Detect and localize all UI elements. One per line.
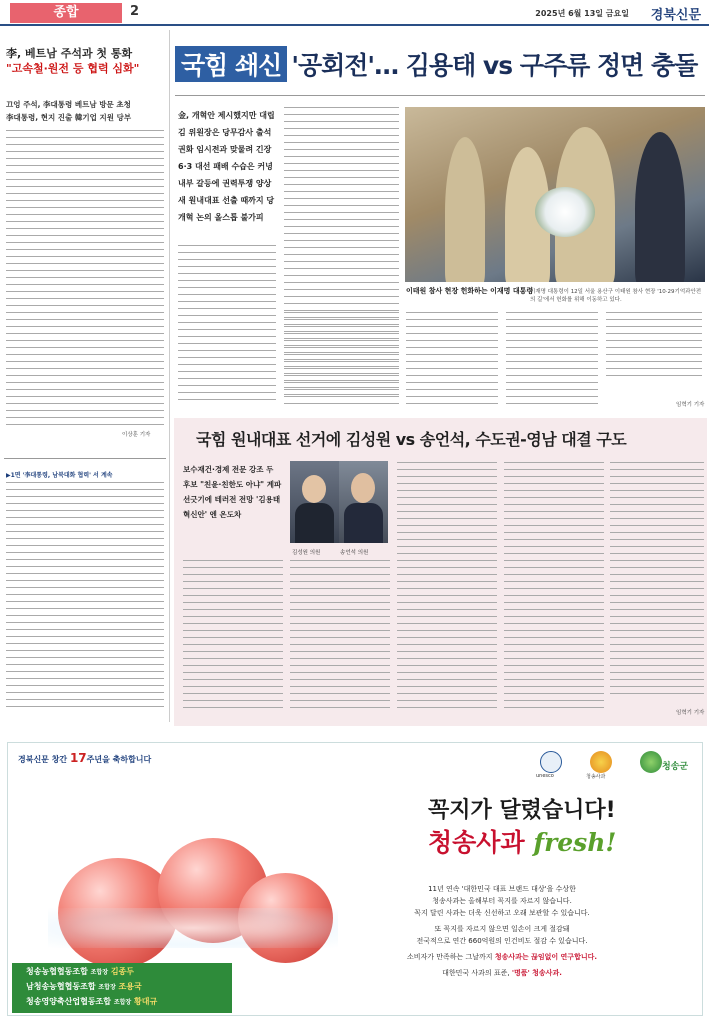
second-story-byline: 임혁기 기자 (676, 710, 705, 716)
top-story-badge: 국힘 쇄신 (175, 46, 287, 82)
coop-line-1 (26, 966, 134, 977)
coop-line-3 (26, 996, 157, 1007)
anniversary-banner (18, 751, 151, 765)
flower-bouquet (535, 187, 595, 237)
top-story-col6 (606, 312, 702, 392)
coop-line-2 (26, 981, 142, 992)
paper-name: 경북신문 (650, 8, 701, 23)
left-headline[interactable] (6, 46, 166, 76)
logo-label-apple: 청송사과 (586, 774, 606, 780)
ad-headline-1: 꼭지가 달렸습니다! (428, 798, 616, 823)
second-story-headline[interactable]: 국힘 원내대표 선거에 김성원 vs 송언석, 수도권-영남 대결 구도 (196, 430, 627, 449)
anniv-number: 17 (69, 751, 87, 765)
ad-headline-2 (428, 823, 616, 859)
second-story-col1 (183, 560, 283, 715)
photo-person-right (635, 132, 685, 282)
second-story-col4 (504, 462, 604, 717)
top-story-col3 (284, 312, 399, 412)
second-story-col3 (397, 462, 497, 717)
left-article2-body (6, 482, 164, 717)
photo-caption: 이재명 대통령이 12일 서울 용산구 이태원 참사 현장 '10·29기억과안전의 길'에서 헌화를 위해 이동하고 있다. (530, 289, 702, 303)
ad-body-line6-pre: 소비자가 만족하는 그날까지 (406, 953, 493, 961)
coop3-role: 조합장 (113, 999, 132, 1006)
top-story-headline-text: '공회전'… 김용태 vs 구주류 정면 충돌 (291, 51, 698, 80)
left-column (0, 30, 170, 722)
second-story-photo[interactable] (290, 461, 388, 543)
anniv-prefix: 경북신문 창간 (18, 755, 68, 764)
photo-name-right: 송언석 의원 (340, 550, 369, 556)
logo-label-unesco: unesco (536, 773, 554, 779)
coop1-name: 청송농협협동조합 (26, 967, 88, 976)
ad-body-line6-hl: 청송사과는 끊임없이 연구합니다. (494, 953, 598, 961)
photo-kim-seongwon (290, 461, 339, 543)
ad-body-line7-hl: '명품' 청송사과. (511, 969, 562, 977)
left-continued-headline[interactable]: ▶1면 '李대통령, 남북대화 협력' 서 계속 (6, 472, 113, 479)
water-splash (48, 908, 338, 948)
ad-body-line5: 전국적으로 연간 660억원의 인건비도 절감 수 있습니다. (416, 937, 588, 945)
ad-headline-2-ko: 청송사과 (428, 828, 525, 857)
section-tag: 종합 (10, 3, 122, 23)
left-sub1: 끄엉 주석, 李대통령 베트남 방문 초청 (6, 100, 131, 109)
sponsor-logos (532, 751, 692, 781)
ad-body-line2: 청송사과는 올해부터 꼭지를 자르지 않습니다. (432, 897, 572, 905)
county-logo-icon (640, 751, 662, 773)
left-sub2: 李대통령, 현지 진출 韓기업 지원 당부 (6, 113, 132, 122)
top-story-rule (175, 95, 705, 96)
apple-illustration (48, 838, 338, 978)
cooperative-banner (12, 963, 232, 1013)
left-headline-line2: "고속철·원전 등 협력 심화" (6, 62, 140, 75)
second-story-col5 (610, 462, 704, 702)
second-story-subhead: 보수재건·경제 전문 강조 두 후보 "친윤·친한도 아냐" 계파 선긋기에 테러전 전망 '김용태 혁신안' 엔 온도차 (183, 465, 282, 519)
coop2-name: 남청송농협협동조합 (26, 982, 96, 991)
ad-body-line7-pre: 대한민국 사과의 표준, (442, 969, 510, 977)
ad-body-copy (362, 883, 642, 983)
page-number: 2 (130, 4, 140, 19)
left-article-body (6, 130, 164, 430)
apple-advertisement[interactable] (7, 742, 703, 1016)
top-story-subhead: 金, 개혁안 제시했지만 대립 김 위원장은 당무감사 출석 권화 임시전과 맞물려 긴장 6·3 대선 패배 수습은 커녕 내부 갈등에 권력투쟁 양상 새 원내대표 선출 때까지 당 개혁 논의 올스톱 불가피 (178, 111, 275, 222)
issue-date: 2025년 6월 13일 금요일 (535, 9, 629, 18)
coop3-name: 청송영양축산업협동조합 (26, 997, 112, 1006)
coop1-person: 김종두 (110, 967, 134, 976)
top-story-photo[interactable] (405, 107, 705, 282)
ad-body-line4: 또 꼭지를 자르지 않으면 일손이 크게 절감돼 (434, 925, 570, 933)
left-divider (4, 458, 166, 459)
second-story-col2 (290, 560, 390, 715)
photo-name-left: 김성원 의원 (292, 550, 321, 556)
top-story-col4 (406, 312, 498, 412)
apple-brand-logo-icon (590, 751, 612, 773)
top-story-byline: 임혁기 기자 (676, 402, 705, 408)
coop3-person: 황대규 (134, 997, 158, 1006)
photo-caption-title: 이태원 참사 현장 헌화하는 이재명 대통령 (406, 287, 534, 295)
unesco-logo-icon (540, 751, 562, 773)
ad-body-line1: 11년 연속 '대한민국 대표 브랜드 대상'을 수상한 (428, 885, 576, 893)
left-byline: 이상훈 기자 (122, 432, 151, 438)
coop1-role: 조합장 (90, 969, 109, 976)
top-story-col5 (506, 312, 598, 412)
coop2-person: 조용국 (118, 982, 142, 991)
top-story-headline[interactable] (175, 46, 705, 92)
anniv-suffix: 주년을 축하합니다 (86, 755, 152, 764)
photo-song-eonseok (339, 461, 388, 543)
logo-label-county: 청송군 (662, 762, 689, 772)
ad-headline-2-en: fresh! (533, 828, 617, 857)
ad-body-line3: 꼭지 달린 사과는 더욱 신선하고 오래 보관할 수 있습니다. (414, 909, 590, 917)
left-subhead (6, 98, 166, 124)
page-header (0, 0, 709, 26)
photo-person-left (445, 137, 485, 282)
top-story-col1 (178, 245, 276, 405)
coop2-role: 조합장 (98, 984, 116, 991)
left-headline-line1: 李, 베트남 주석과 첫 통화 (6, 47, 133, 60)
